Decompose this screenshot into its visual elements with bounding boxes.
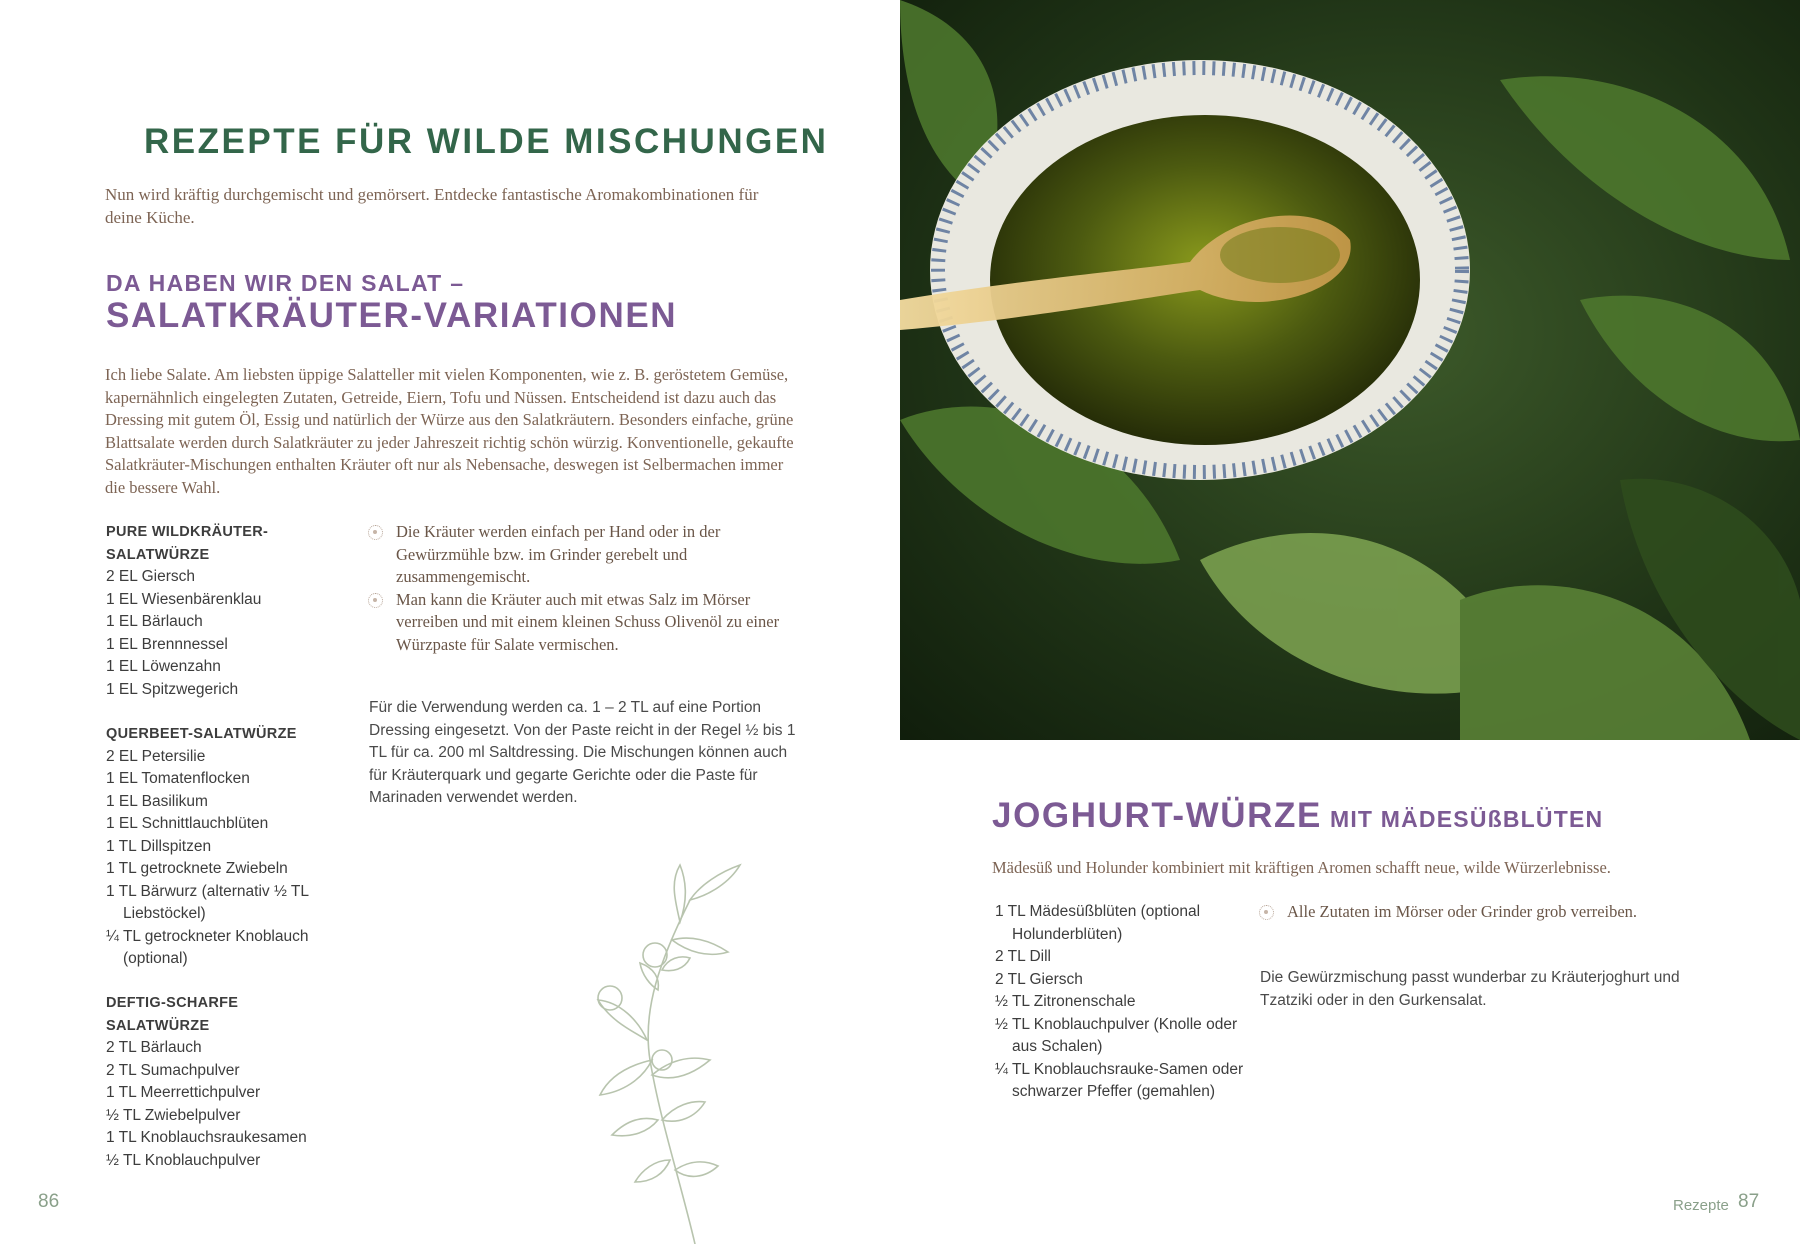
ingredient-item: 2 TL Sumachpulver — [106, 1061, 240, 1079]
instruction-text: Alle Zutaten im Mörser oder Grinder grob verreiben. — [1287, 902, 1638, 921]
ingredient-item: ½ TL Knoblauchpulver (Knolle oder aus Schalen) — [995, 1015, 1238, 1055]
instructions-list — [1259, 901, 1679, 924]
sprig-leaf — [600, 1060, 652, 1095]
ingredient-item: 1 EL Wiesenbärenklau — [106, 590, 262, 608]
ingredient-item: 1 EL Schnittlauchblüten — [106, 815, 269, 832]
section-body-text: Ich liebe Salate. Am liebsten üppige Salatteller mit vielen Komponenten, wie z. B. geröstetem Gemüse, kapernähnlich eingelegten Zutaten, Getreide, Eiern, Tofu und Nüssen. Entscheidend ist dazu auch das Dressing mit gutem Öl, Essig und natürlich der Würze aus den Salatkräutern. Besonders einfache, grüne Blattsalate werden durch Salatkräuter zu jeder Jahreszeit richtig schön würzig. Konventionelle, gekaufte Salatkräuter-Mischungen enthalten Kräuter oft nur als Nebensache, deswegen ist Selbermachen immer die bessere Wahl. — [105, 365, 794, 497]
ingredient-item: ¼ TL getrockneter Knoblauch (optional) — [106, 927, 309, 967]
instruction-step — [368, 589, 808, 657]
section-kicker: DA HABEN WIR DEN SALAT – — [106, 270, 465, 296]
recipe-title-main: JOGHURT-WÜRZE — [992, 796, 1322, 835]
ingredient-item: ½ TL Knoblauchpulver — [106, 1151, 261, 1169]
intro-text: Nun wird kräftig durchgemischt und gemörsert. Entdecke fantastische Aromakombinationen für deine Küche. — [105, 185, 759, 227]
ingredient-item: 1 EL Bärlauch — [106, 613, 203, 630]
recipe-intro-text: Mädesüß und Holunder kombiniert mit kräftigen Aromen schafft neue, wilde Würzerlebnisse. — [992, 858, 1611, 877]
recipe-joghurt-ingredients — [995, 901, 1245, 1104]
usage-note: Die Gewürzmischung passt wunderbar zu Kräuterjoghurt und Tzatziki oder in den Gurkensalat. — [1260, 969, 1680, 1009]
photo-illustration — [900, 0, 1800, 740]
ingredient-item: 2 TL Bärlauch — [106, 1039, 202, 1056]
recipe-deftig-scharf — [106, 992, 336, 1172]
sprig-leaf — [612, 1118, 658, 1135]
sprig-leaf — [635, 1160, 670, 1182]
ingredient-item: 2 TL Giersch — [995, 970, 1083, 988]
ingredient-item: 1 EL Spitzwegerich — [106, 680, 239, 698]
ingredient-item: ½ TL Zitronenschale — [995, 993, 1136, 1010]
recipe-heading: QUERBEET-SALATWÜRZE — [106, 726, 297, 742]
ingredient-item: 1 TL getrocknete Zwiebeln — [106, 860, 288, 877]
ingredient-item: 1 EL Tomatenflocken — [106, 770, 250, 787]
recipe-querbeet — [106, 723, 336, 971]
recipe-title-joghurt — [992, 796, 1603, 836]
ingredient-item: 2 EL Giersch — [106, 568, 196, 585]
sprig-leaf — [675, 1162, 718, 1176]
usage-note: Für die Verwendung werden ca. 1 – 2 TL auf eine Portion Dressing eingesetzt. Von der Paste reicht in der Regel ½ bis 1 TL für ca. 200 ml Saltdressing. Die Mischungen können auch für Kräuterquark und gegarte Gerichte oder die Paste für Marinaden verwendet werden. — [369, 699, 796, 806]
sprig-leaf — [690, 865, 740, 900]
ingredient-item: 1 TL Mädesüßblüten (optional Holunderblüten) — [995, 903, 1201, 943]
recipe-pure-wildkraeuter — [106, 521, 336, 701]
sprig-flower — [643, 943, 667, 967]
sun-flower-bullet-icon — [368, 525, 383, 540]
sprig-leaf — [672, 938, 728, 954]
instruction-step — [1259, 901, 1679, 924]
recipe-heading: DEFTIG-SCHARFE SALATWÜRZE — [106, 995, 239, 1034]
ingredient-item: 1 EL Brennnessel — [106, 635, 228, 653]
spoon-herbs — [1220, 227, 1340, 283]
recipe-heading: PURE WILDKRÄUTER- — [106, 524, 269, 540]
ingredient-item: 2 TL Dill — [995, 948, 1051, 965]
sun-flower-bullet-icon — [368, 593, 383, 608]
ingredient-item: 1 EL Basilikum — [106, 792, 208, 810]
sprig-leaf — [662, 1102, 705, 1122]
ingredient-item: 1 EL Löwenzahn — [106, 658, 221, 675]
page-number-right: 87 — [1738, 1191, 1760, 1212]
ingredient-item: 1 TL Dillspitzen — [106, 837, 212, 855]
section-title: SALATKRÄUTER-VARIATIONEN — [106, 296, 678, 335]
ingredient-item: 1 TL Bärwurz (alternativ ½ TL Liebstöckel) — [106, 882, 309, 922]
instructions-list — [368, 521, 808, 656]
instruction-text: Die Kräuter werden einfach per Hand oder in der Gewürzmühle bzw. im Grinder gerebelt und zusammengemischt. — [396, 522, 721, 586]
ingredient-item: ½ TL Zwiebelpulver — [106, 1106, 241, 1124]
page-number-left: 86 — [38, 1191, 60, 1212]
recipe-heading: SALATWÜRZE — [106, 546, 210, 563]
ingredient-item: ¼ TL Knoblauchsrauke-Samen oder schwarzer Pfeffer (gemahlen) — [995, 1060, 1244, 1100]
botanical-sprig-illustration — [580, 860, 760, 1244]
sprig-flower — [598, 986, 622, 1010]
sprig-leaf — [652, 1058, 710, 1078]
sprig-leaf — [598, 1000, 647, 1040]
sun-flower-bullet-icon — [1259, 905, 1274, 920]
instruction-step — [368, 521, 808, 589]
page-title: REZEPTE FÜR WILDE MISCHUNGEN — [144, 122, 829, 161]
ingredient-item: 1 TL Meerrettichpulver — [106, 1084, 261, 1101]
ingredient-item: 1 TL Knoblauchsraukesamen — [106, 1129, 307, 1146]
herb-oil-bowl-photo — [900, 0, 1800, 740]
recipe-title-suffix: MIT MÄDESÜßBLÜTEN — [1329, 806, 1604, 832]
ingredient-item: 2 EL Petersilie — [106, 747, 206, 765]
running-section-label: Rezepte — [1673, 1197, 1729, 1214]
instruction-text: Man kann die Kräuter auch mit etwas Salz im Mörser verreiben und mit einem kleinen Schuss Olivenöl zu einer Würzpaste für Salate vermischen. — [396, 589, 780, 654]
